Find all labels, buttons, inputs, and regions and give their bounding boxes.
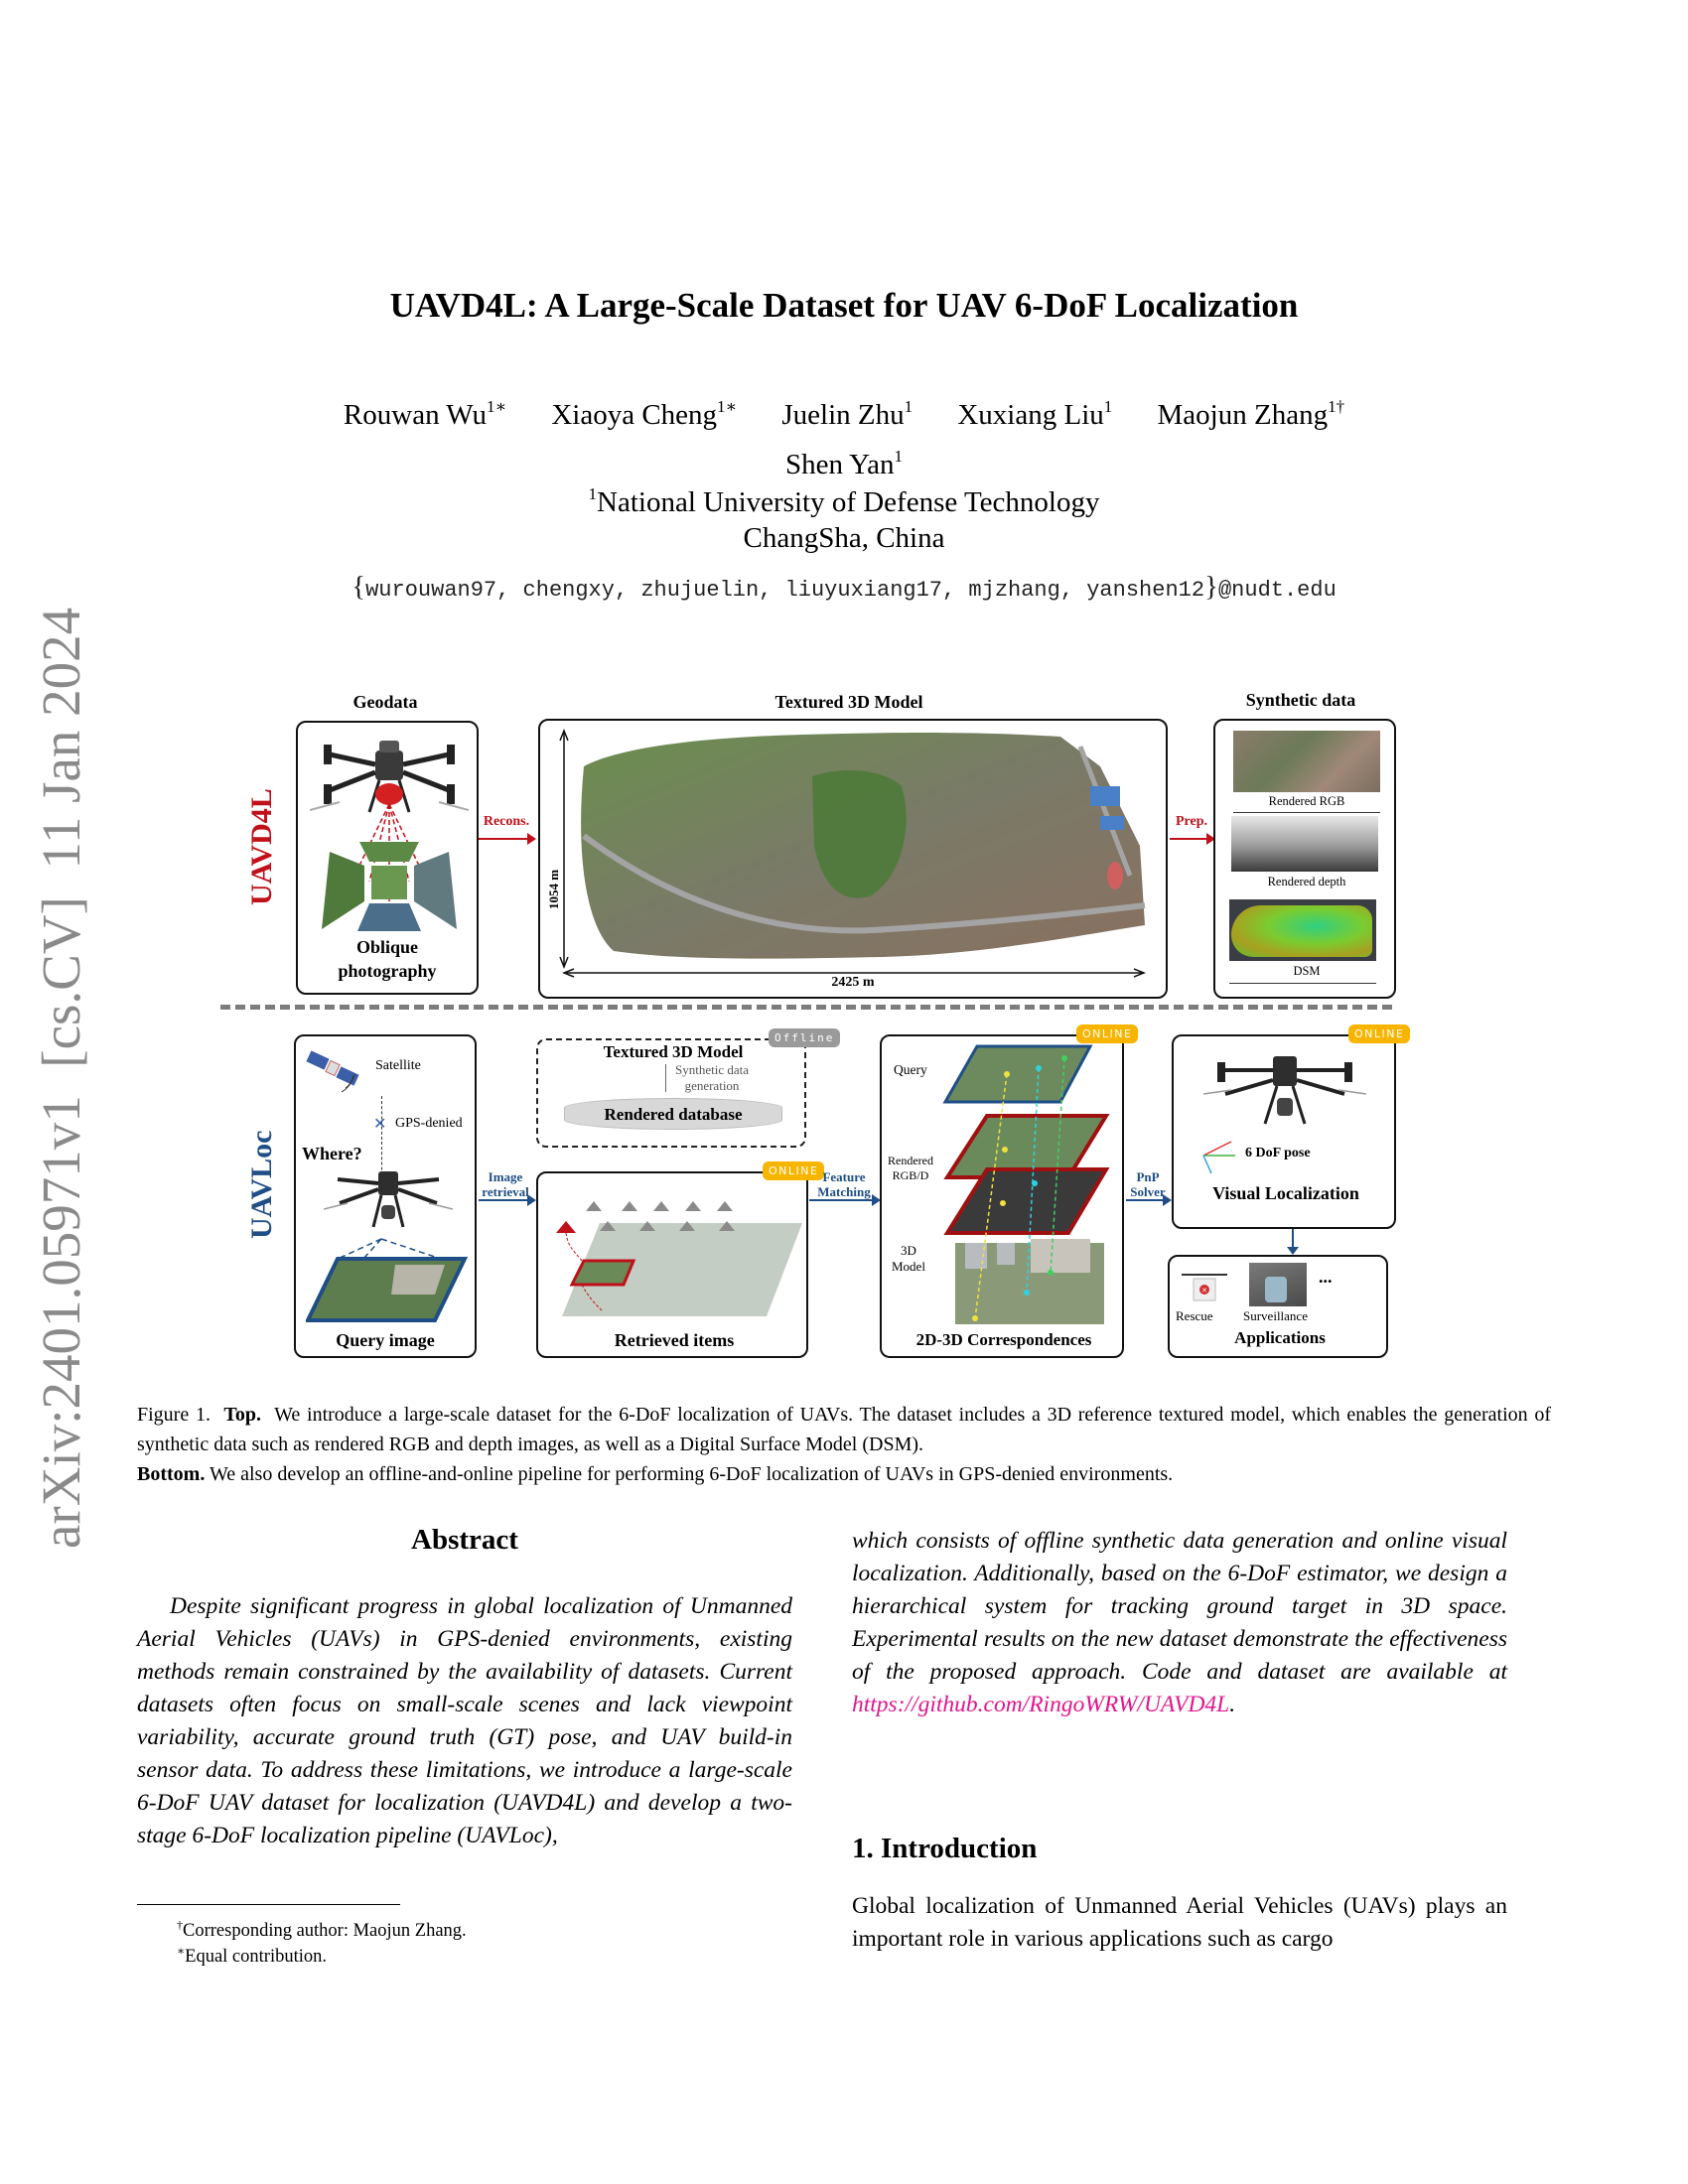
- uavloc-side-label: UAVLoc: [245, 1130, 278, 1239]
- caption-top-bold: Top.: [223, 1404, 262, 1426]
- dsm-label: DSM: [1293, 964, 1321, 978]
- caption-bottom-bold: Bottom.: [137, 1463, 206, 1485]
- label-line: Feature: [822, 1169, 866, 1184]
- query-image-panel: [294, 1034, 477, 1358]
- online-badge: ONLINE: [1348, 1024, 1410, 1043]
- prep-arrow: [1170, 838, 1213, 840]
- affiliation-mark: 1: [588, 484, 598, 503]
- footnote-mark: †: [177, 1918, 183, 1932]
- rendered-depth-image: [1231, 816, 1378, 872]
- label-line: Synthetic data: [675, 1062, 750, 1077]
- abstract-heading: Abstract: [411, 1524, 518, 1556]
- retrieval-grid-icon: [542, 1193, 804, 1332]
- divider: [1233, 812, 1380, 813]
- dsm-surface: [1231, 905, 1372, 957]
- introduction-heading: 1. Introduction: [852, 1833, 1038, 1864]
- satellite-label: Satellite: [375, 1058, 421, 1073]
- author-name: Shen Yan: [784, 449, 895, 480]
- caption-top-text: We introduce a large-scale dataset for the 6-DoF localization of UAVs. The dataset includes a 3D reference textured model, which enables the generation of synthetic data such as rendered RGB and depth images, as well as a Digital Surface Model (DSM).: [137, 1404, 1552, 1455]
- rendered-layer-label: [888, 1154, 933, 1183]
- brace-open: {: [352, 571, 366, 603]
- six-dof-pose-label: 6 DoF pose: [1245, 1146, 1311, 1160]
- geodata-panel: [296, 721, 479, 995]
- author-name: Xiaoya Cheng: [551, 399, 718, 431]
- rescue-drone-icon: [1178, 1263, 1231, 1306]
- figure-caption: [137, 1400, 1551, 1489]
- caption-line: photography: [338, 961, 437, 981]
- rendered-rgb-label: Rendered RGB: [1268, 794, 1345, 808]
- visual-localization-caption: Visual Localization: [1212, 1183, 1359, 1203]
- recons-label: Recons.: [483, 814, 530, 829]
- where-label: Where?: [302, 1144, 362, 1163]
- height-label: 1054 m: [546, 869, 561, 909]
- correspondence-layers-icon: [941, 1044, 1124, 1332]
- author-mark: 1: [904, 397, 914, 416]
- synthetic-data-title: Synthetic data: [1245, 690, 1356, 710]
- email-usernames: wurouwan97, chengxy, zhujuelin, liuyuxiang17, mjzhang, yanshen12: [365, 578, 1205, 603]
- down-arrow-head: [1287, 1247, 1299, 1255]
- author-mark: 1∗: [487, 397, 507, 416]
- model-layer-label: [892, 1243, 925, 1275]
- rendered-rgb-image: [1233, 731, 1380, 792]
- pose-axes-icon: [1192, 1138, 1241, 1177]
- visual-localization-panel: [1172, 1027, 1405, 1229]
- more-applications: ...: [1319, 1267, 1333, 1287]
- abstract-text-right: [852, 1525, 1507, 1721]
- satellite-icon: [306, 1048, 365, 1098]
- drone-oblique-icon: [310, 733, 469, 931]
- label-line: RGB/D: [892, 1168, 929, 1182]
- author-name: Juelin Zhu: [781, 399, 905, 431]
- recons-arrow: [479, 838, 534, 840]
- affiliation-name: National University of Defense Technology: [597, 486, 1100, 518]
- footnote-text: Corresponding author: Maojun Zhang.: [183, 1921, 467, 1941]
- offline-textured-model-title: Textured 3D Model: [603, 1042, 744, 1061]
- paper-title: UAVD4L: A Large-Scale Dataset for UAV 6-DoF Localization: [389, 286, 1299, 325]
- abstract-text-left: Despite significant progress in global localization of Unmanned Aerial Vehicles (UAVs) in GPS-denied environments, existing methods remain constrained by the availability of datasets. Current datasets often focus on small-scale scenes and lack viewpoint variability, accurate ground truth (GT) pose, and UAV build-in sensor data. To address these limitations, we introduce a large-scale 6-DoF UAV dataset for localization (UAVD4L) and develop a two-stage 6-DoF localization pipeline (UAVLoc),: [137, 1593, 792, 1848]
- label-line: PnP: [1136, 1169, 1160, 1184]
- author-mark: 1†: [1328, 397, 1345, 416]
- correspondences-caption: 2D-3D Correspondences: [915, 1330, 1092, 1349]
- textured-model-title: Textured 3D Model: [774, 692, 923, 712]
- car-shape: [1265, 1277, 1287, 1302]
- city-model-map-icon: [544, 727, 1164, 995]
- svg-text:✕: ✕: [1201, 1287, 1207, 1295]
- caption-line: Oblique: [355, 937, 419, 957]
- query-image-caption: Query image: [336, 1330, 435, 1350]
- author-name: Rouwan Wu: [343, 399, 488, 431]
- label-line: Matching: [817, 1184, 871, 1199]
- offline-panel: [536, 1031, 835, 1148]
- drone-icon: [1203, 1054, 1366, 1134]
- query-layer-label: Query: [894, 1062, 927, 1077]
- gps-denied-label: GPS-denied: [395, 1116, 463, 1131]
- blocked-x-icon: ✕: [373, 1114, 387, 1133]
- footnote-equal-contribution: [177, 1938, 327, 1970]
- rendered-database: Rendered database: [564, 1098, 782, 1130]
- label-line: retrieval: [482, 1184, 529, 1199]
- caption-label: Figure 1.: [137, 1404, 211, 1426]
- geodata-title: Geodata: [352, 692, 418, 712]
- author-name: Xuxiang Liu: [957, 399, 1104, 431]
- applications-caption: Applications: [1234, 1328, 1326, 1347]
- label-line: 3D: [901, 1243, 916, 1258]
- height-dimension: [536, 840, 576, 939]
- section-separator: [220, 1005, 1392, 1010]
- uavd4l-side-label: UAVD4L: [245, 788, 278, 905]
- location: ChangSha, China: [743, 522, 945, 554]
- author-mark: 1: [894, 447, 904, 466]
- synthetic-data-panel: [1213, 719, 1396, 999]
- divider: [1229, 983, 1376, 984]
- online-badge: ONLINE: [1076, 1024, 1138, 1043]
- author-name: Maojun Zhang: [1157, 399, 1329, 431]
- prep-label: Prep.: [1175, 814, 1207, 829]
- link-suffix: .: [1229, 1692, 1236, 1717]
- oblique-photography-caption: [298, 935, 477, 983]
- offline-badge: Offline: [769, 1028, 840, 1047]
- online-badge: ONLINE: [763, 1161, 824, 1180]
- surveillance-label: Surveillance: [1243, 1308, 1308, 1323]
- footnote-text: Equal contribution.: [185, 1947, 327, 1967]
- feature-matching-label: [806, 1169, 882, 1199]
- retrieved-items-panel: [536, 1164, 819, 1358]
- retrieved-items-caption: Retrieved items: [614, 1330, 735, 1350]
- textured-model-panel: [538, 719, 1168, 999]
- image-retrieval-arrow: [479, 1199, 534, 1201]
- dsm-image: [1229, 899, 1376, 961]
- caption-bottom-text: We also develop an offline-and-online pipeline for performing 6-DoF localization of UAVs in GPS-denied environments.: [209, 1463, 1174, 1485]
- rendered-depth-label: Rendered depth: [1267, 875, 1346, 888]
- arxiv-identifier-stamp: arXiv:2401.05971v1 [cs.CV] 11 Jan 2024: [31, 607, 91, 1549]
- label-line: Rendered: [888, 1154, 933, 1167]
- correspondences-panel: [880, 1027, 1133, 1358]
- width-label: 2425 m: [831, 975, 875, 990]
- label-line: generation: [684, 1078, 740, 1093]
- author-mark: 1: [1103, 397, 1113, 416]
- synthetic-generation-label: [675, 1062, 749, 1094]
- github-link[interactable]: https://github.com/RingoWRW/UAVD4L: [852, 1692, 1230, 1717]
- rescue-label: Rescue: [1176, 1308, 1213, 1323]
- email-domain: @nudt.edu: [1217, 578, 1336, 603]
- abstract-continuation: which consists of offline synthetic data generation and online visual localization. Additionally, based on the 6-DoF estimator, we design a hierarchical system for tracking ground target in 3D space. Experimental results on the new dataset demonstrate the effectiveness of the proposed approach. Code and dataset are available at: [852, 1528, 1507, 1685]
- author-mark: 1∗: [717, 397, 738, 416]
- brace-close: }: [1204, 571, 1218, 603]
- surveillance-image: [1249, 1263, 1307, 1306]
- label-line: Image: [488, 1169, 523, 1184]
- applications-panel: [1168, 1255, 1388, 1358]
- offline-step-arrow: [665, 1064, 666, 1092]
- footnote-rule: [137, 1904, 400, 1905]
- label-line: Model: [892, 1259, 925, 1274]
- introduction-text: Global localization of Unmanned Aerial Vehicles (UAVs) plays an important role in various applications such as cargo: [852, 1893, 1507, 1952]
- footnote-mark: ∗: [177, 1944, 186, 1958]
- feature-matching-arrow: [809, 1199, 879, 1201]
- label-line: Solver: [1130, 1184, 1166, 1199]
- pnp-solver-arrow: [1126, 1199, 1170, 1201]
- query-photo-icon: [306, 1235, 475, 1324]
